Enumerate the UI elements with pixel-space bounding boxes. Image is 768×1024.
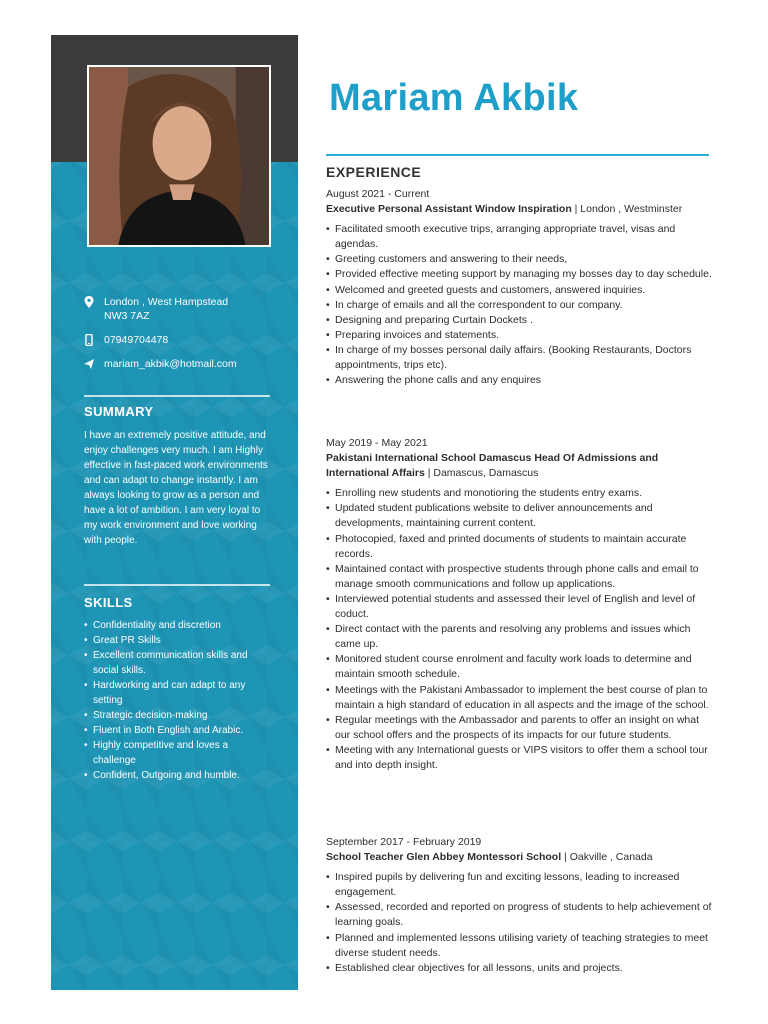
job-entry [326, 187, 716, 388]
sidebar [51, 35, 298, 990]
job-title-line [326, 850, 716, 865]
job-bullet: • Regular meetings with the Ambassador and parents to offer an insight on what our school offers and the prospects of its impacts for our future students. [326, 713, 716, 743]
job-bullet: • Preparing invoices and statements. [326, 328, 716, 343]
job-bullet: • Answering the phone calls and any enquires [326, 373, 716, 388]
job-title: Executive Personal Assistant Window Inspiration [326, 203, 572, 216]
job-bullet: • Direct contact with the parents and resolving any problems and issues which came up. [326, 622, 716, 652]
skill-item: • Great PR Skills [84, 633, 268, 648]
phone-icon [84, 333, 104, 346]
skills-list [84, 618, 268, 783]
job-bullets [326, 486, 716, 773]
job-bullets [326, 870, 716, 976]
sidebar-divider [84, 584, 270, 586]
job-bullet: • Updated student publications website to deliver announcements and developments, maintaining current content. [326, 501, 716, 531]
summary-text: I have an extremely positive attitude, and enjoy challenges very much. I am Highly effective in fast-paced work environments and can adapt to change instantly. I am always looking to grow as a person and have a lot of ambition. I am very loyal to my work environment and love working with people. [84, 430, 268, 546]
name-divider [326, 154, 709, 156]
contact-address [84, 295, 284, 323]
job-bullet: • Inspired pupils by delivering fun and exciting lessons, leading to increased engagement. [326, 870, 716, 900]
resume-page [51, 35, 741, 990]
skill-item: • Excellent communication skills and social skills. [84, 648, 268, 678]
job-bullet: • In charge of emails and all the correspondent to our company. [326, 298, 716, 313]
job-dates: May 2019 - May 2021 [326, 437, 428, 449]
job-bullet: • Provided effective meeting support by managing my bosses day to day schedule. [326, 267, 716, 282]
skill-item: • Strategic decision-making [84, 708, 268, 723]
job-bullet: • Photocopied, faxed and printed documents of students to maintain accurate records. [326, 532, 716, 562]
skill-item: • Highly competitive and loves a challenge [84, 738, 268, 768]
phone-number[interactable]: 07949704478 [104, 334, 169, 346]
job-bullet: • Designing and preparing Curtain Dockets . [326, 313, 716, 328]
job-location: | Oakville , Canada [561, 851, 653, 864]
job-bullet: • Established clear objectives for all lessons, units and projects. [326, 961, 716, 976]
location-pin-icon [84, 295, 104, 308]
job-bullet: • Planned and implemented lessons utilising variety of teaching strategies to meet diverse student needs. [326, 931, 716, 961]
job-title: Pakistani International School Damascus Head Of Admissions and International Affairs [326, 452, 659, 480]
address-line-1: London , West Hampstead [104, 296, 229, 308]
job-bullet: • Meeting with any International guests or VIPS visitors to offer them a school tour and into depth insight. [326, 743, 716, 773]
contact-phone [84, 333, 284, 347]
skill-item: • Fluent in Both English and Arabic. [84, 723, 268, 738]
job-bullet: • In charge of my bosses personal daily affairs. (Booking Restaurants, Doctors appointments, trips etc). [326, 343, 716, 373]
sidebar-divider [84, 395, 270, 397]
job-location: | London , Westminster [571, 203, 683, 216]
job-dates: August 2021 - Current [326, 188, 430, 200]
job-title: School Teacher Glen Abbey Montessori School [326, 851, 562, 864]
skill-item: • Hardworking and can adapt to any setting [84, 678, 268, 708]
job-bullet: • Facilitated smooth executive trips, arranging appropriate travel, visas and agendas. [326, 222, 716, 252]
skill-item: • Confident, Outgoing and humble. [84, 768, 268, 783]
job-title-line [326, 451, 716, 481]
profile-photo [87, 65, 271, 247]
job-bullet: • Interviewed potential students and assessed their level of English and level of coduct. [326, 592, 716, 622]
job-bullet: • Monitored student course enrolment and faculty work loads to determine and maintain smooth schedule. [326, 652, 716, 682]
job-bullet: • Welcomed and greeted guests and customers, answered inquiries. [326, 283, 716, 298]
job-location: | Damascus, Damascus [424, 467, 539, 480]
job-bullet: • Greeting customers and answering to their needs, [326, 252, 716, 267]
job-bullet: • Assessed, recorded and reported on progress of students to help achievement of learning goals. [326, 900, 716, 930]
job-bullet: • Enrolling new students and monotioring the students entry exams. [326, 486, 716, 501]
job-bullet: • Meetings with the Pakistani Ambassador to implement the best course of plan to maintain a high standard of education in all aspects and the image of the school. [326, 683, 716, 713]
skill-item: • Confidentiality and discretion [84, 618, 268, 633]
address-line-2: NW3 7AZ [104, 310, 150, 322]
job-title-line [326, 202, 716, 217]
summary-heading: SUMMARY [84, 404, 154, 419]
job-bullets [326, 222, 716, 388]
candidate-name: Mariam Akbik [329, 77, 579, 119]
experience-heading: EXPERIENCE [326, 164, 422, 180]
job-bullet: • Maintained contact with prospective students through phone calls and email to manage smooth communications and follow up applications. [326, 562, 716, 592]
job-dates: September 2017 - February 2019 [326, 836, 482, 848]
job-entry [326, 835, 716, 976]
job-entry [326, 436, 716, 773]
send-icon [84, 357, 104, 370]
contact-email [84, 357, 284, 371]
contact-info [84, 295, 284, 381]
email-address[interactable]: mariam_akbik@hotmail.com [104, 358, 237, 370]
skills-heading: SKILLS [84, 595, 133, 610]
